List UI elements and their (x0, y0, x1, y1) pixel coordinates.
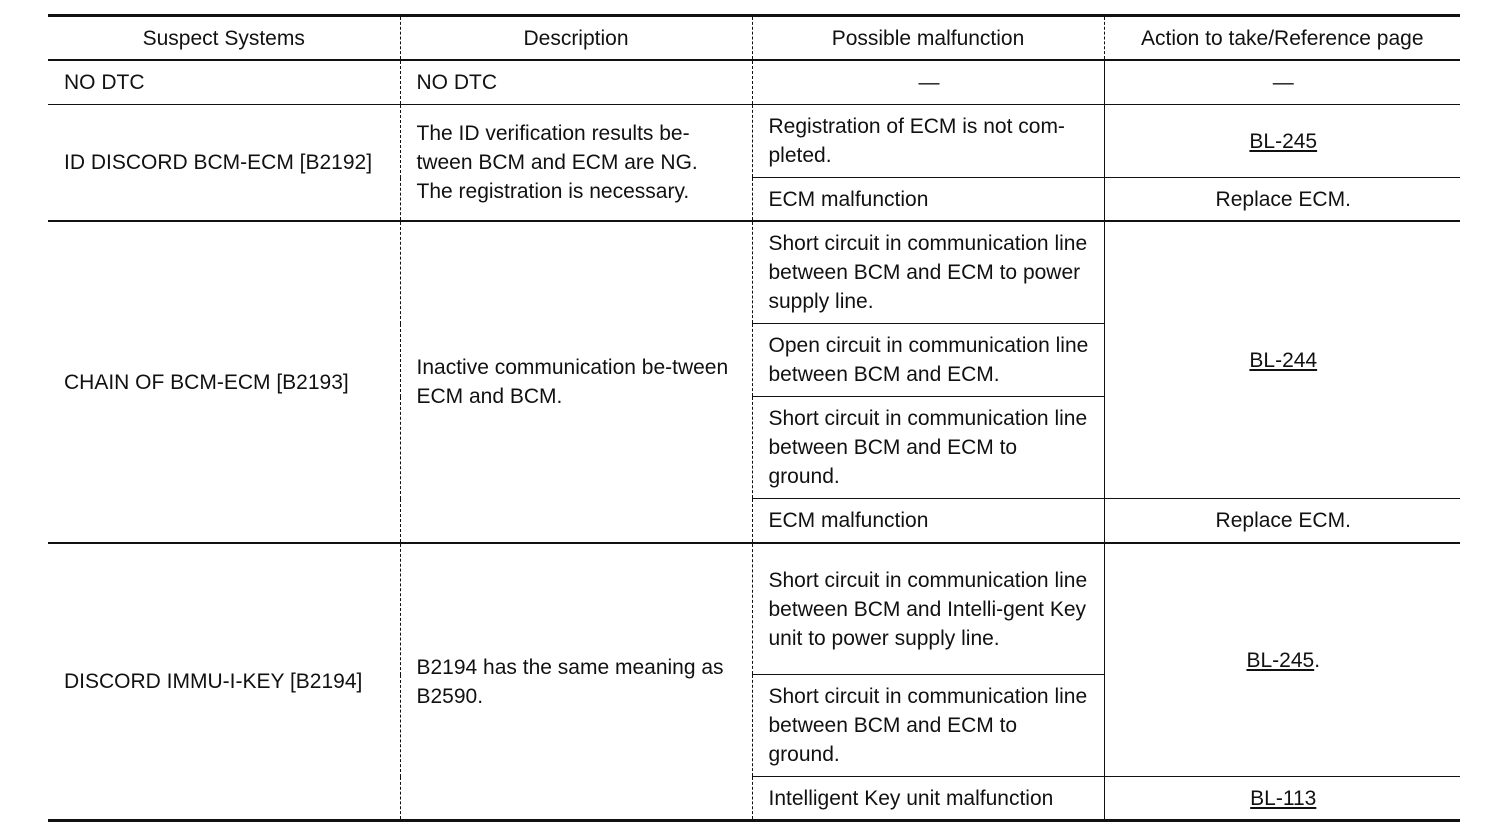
system-cell: CHAIN OF BCM-ECM [B2193] (48, 221, 400, 543)
action-cell (1104, 543, 1460, 777)
system-cell: ID DISCORD BCM-ECM [B2192] (48, 105, 400, 222)
malfunction-cell: Short circuit in communication line between BCM and Intelli-gent Key unit to power supply line. (752, 543, 1104, 675)
table-row (48, 60, 1460, 105)
malfunction-cell: Intelligent Key unit malfunction (752, 777, 1104, 821)
dtc-table (48, 14, 1460, 822)
action-cell (1104, 105, 1460, 178)
action-cell: Replace ECM. (1104, 178, 1460, 222)
malfunction-cell: Open circuit in communication line between BCM and ECM. (752, 324, 1104, 397)
header-description: Description (400, 16, 752, 61)
table-row (48, 221, 1460, 324)
action-cell (1104, 221, 1460, 499)
description-cell: The ID verification results be-tween BCM and ECM are NG. The registration is necessary. (400, 105, 752, 222)
malfunction-cell: — (752, 60, 1104, 105)
table-row (48, 105, 1460, 178)
table-header-row (48, 16, 1460, 61)
description-cell: NO DTC (400, 60, 752, 105)
header-possible-malfunction: Possible malfunction (752, 16, 1104, 61)
reference-suffix: . (1314, 648, 1321, 672)
header-suspect-systems: Suspect Systems (48, 16, 400, 61)
reference-link[interactable]: BL-245 (1249, 129, 1318, 153)
malfunction-cell: ECM malfunction (752, 178, 1104, 222)
system-cell: NO DTC (64, 71, 145, 94)
action-cell: — (1104, 60, 1460, 105)
malfunction-cell: Short circuit in communication line between BCM and ECM to ground. (752, 397, 1104, 499)
malfunction-cell: Short circuit in communication line between BCM and ECM to ground. (752, 675, 1104, 777)
reference-link[interactable]: BL-113 (1250, 786, 1317, 810)
reference-link[interactable]: BL-244 (1249, 348, 1318, 372)
action-cell: Replace ECM. (1104, 499, 1460, 544)
header-action: Action to take/Reference page (1104, 16, 1460, 61)
description-cell: B2194 has the same meaning as B2590. (400, 543, 752, 821)
malfunction-cell: ECM malfunction (752, 499, 1104, 544)
system-cell: DISCORD IMMU-I-KEY [B2194] (48, 543, 400, 821)
reference-link[interactable]: BL-245 (1246, 648, 1315, 672)
action-cell (1104, 777, 1460, 821)
malfunction-cell: Short circuit in communication line between BCM and ECM to power supply line. (752, 221, 1104, 324)
malfunction-cell: Registration of ECM is not com-pleted. (752, 105, 1104, 178)
table-row (48, 543, 1460, 675)
description-cell: Inactive communication be-tween ECM and BCM. (400, 221, 752, 543)
